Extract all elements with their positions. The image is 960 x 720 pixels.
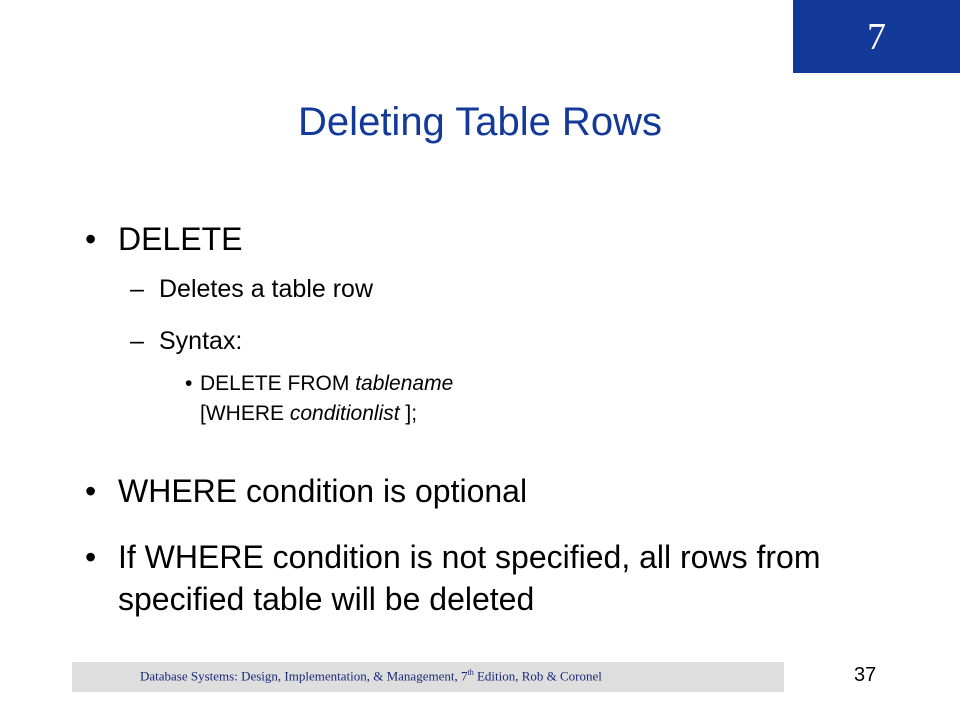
bullet-dot: •: [85, 221, 97, 257]
bullet-where-optional: [85, 470, 527, 512]
sub-bullet-text: Syntax:: [159, 327, 243, 355]
syntax-keyword: [WHERE: [200, 402, 290, 425]
slide-title: Deleting Table Rows: [298, 100, 662, 144]
bullet-text: If WHERE condition is not specified, all rows from specified table will be deleted: [118, 539, 821, 617]
syntax-keyword: DELETE FROM: [200, 372, 356, 395]
footer-citation: [140, 668, 602, 684]
syntax-block: [185, 369, 453, 429]
bullet-text: WHERE condition is optional: [118, 473, 528, 509]
syntax-variable: tablename: [355, 372, 454, 395]
sub-bullet-dash: –: [130, 327, 144, 355]
bullet-delete: [85, 218, 242, 260]
syntax-text: [200, 369, 453, 429]
chapter-number-badge: [793, 0, 960, 73]
footer-superscript: th: [467, 668, 474, 677]
sub-sub-bullet-dot: •: [185, 372, 193, 395]
bullet-where-not-specified: [85, 536, 865, 620]
sub-bullet-deletes-row: [130, 274, 373, 304]
sub-bullet-syntax: [130, 326, 242, 356]
footer-text-end: Edition, Rob & Coronel: [473, 668, 602, 684]
chapter-number: 7: [867, 15, 886, 58]
bullet-dot: •: [85, 539, 97, 575]
page-number: 37: [854, 664, 877, 686]
sub-bullet-dash: –: [130, 275, 144, 303]
syntax-keyword: ];: [399, 402, 418, 425]
syntax-variable: conditionlist: [289, 402, 400, 425]
sub-bullet-text: Deletes a table row: [159, 275, 374, 303]
bullet-text: DELETE: [118, 221, 243, 257]
footer-text-main: Database Systems: Design, Implementation, & Management, 7: [140, 668, 468, 684]
bullet-dot: •: [85, 473, 97, 509]
